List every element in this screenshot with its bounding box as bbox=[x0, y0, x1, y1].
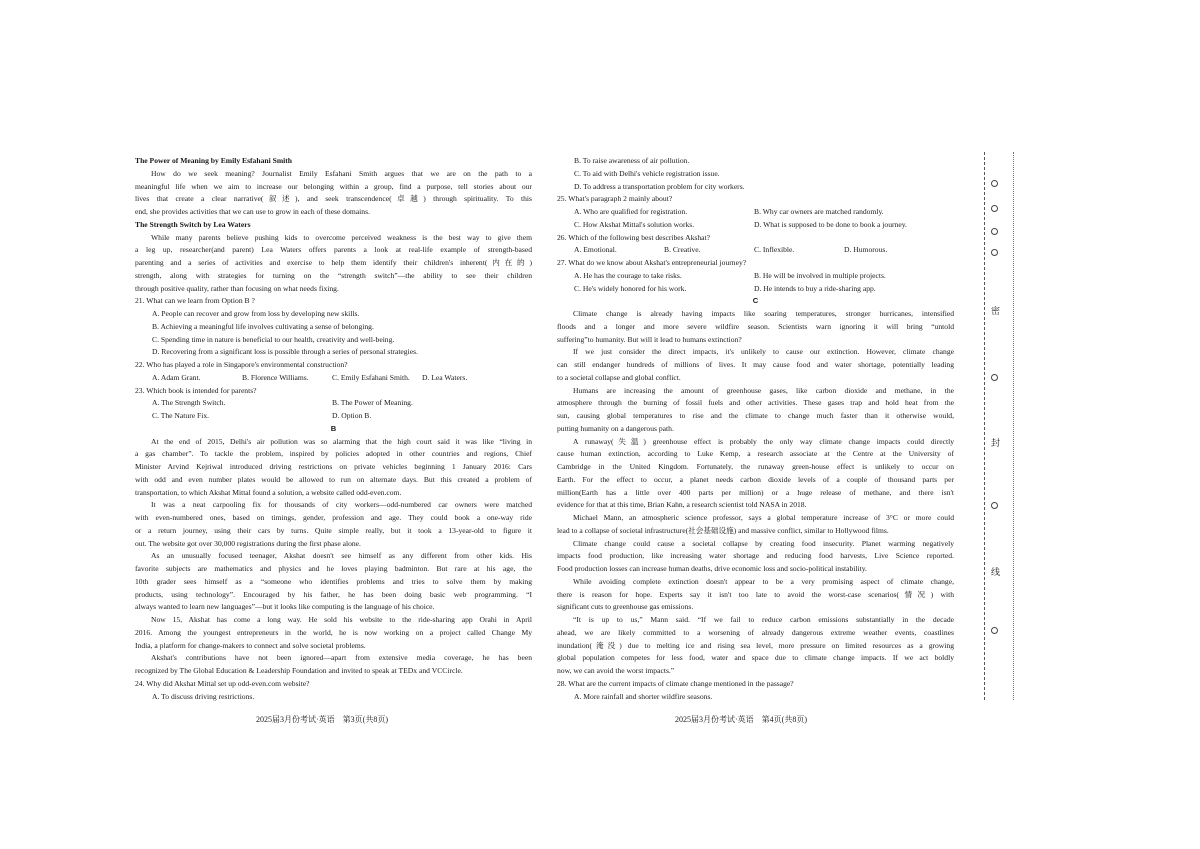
footer-left: 2025届3月份考试·英语 第3页(共8页) bbox=[256, 715, 388, 724]
text-line: D. To address a transportation problem for city workers. bbox=[574, 181, 745, 191]
text-line: floods and a longer and more severe wildfire season. Scientists warn ignoring it will bring “untold bbox=[557, 321, 954, 331]
text-line: B. Achieving a meaningful life involves cultivating a sense of belonging. bbox=[152, 321, 374, 331]
text-line: cause human extinction, according to Luke Kemp, a research associate at the Centre at the University of bbox=[557, 449, 954, 459]
text-line: 2016. Among the youngest entrepreneurs in the world, he is now working on a project called Change My bbox=[135, 627, 532, 637]
text-line: 26. Which of the following best describes Akshat? bbox=[557, 232, 710, 242]
option-row bbox=[557, 219, 954, 232]
text-line: India, a platform for change-makers to connect and solve societal problems. bbox=[135, 640, 366, 650]
text-line: inundation(淹没) due to melting ice and rising sea level, more pressure on limited resources as a growing bbox=[557, 640, 954, 650]
text-line: At the end of 2015, Delhi's air pollution was so alarming that the high court said it was like “living in bbox=[151, 436, 532, 446]
text-line: end, she provides activities that we can use to grow in each of these domains. bbox=[135, 207, 370, 216]
text-line: A. To discuss driving restrictions. bbox=[152, 691, 255, 701]
text-line: “It is up to us,” Mann said. “If we fail to reduce carbon emissions substantially in the decade bbox=[573, 615, 954, 624]
option-cell: A. Adam Grant. bbox=[152, 372, 201, 382]
option-row bbox=[557, 206, 954, 219]
option-cell: B. The Power of Meaning. bbox=[332, 398, 413, 408]
text-line: a leg up, researcher(and parent) Lea Waters offers parents a look at real-life example of strength-based bbox=[135, 245, 532, 255]
text-line: a gas chamber”. To tackle the problem, inspired by policies adopted in other countries and regions, Chief bbox=[135, 449, 532, 459]
option-cell: D. Humorous. bbox=[844, 245, 888, 255]
text-line: A. More rainfall and shorter wildfire seasons. bbox=[574, 691, 713, 701]
option-row bbox=[557, 244, 954, 257]
text-line: Akshat's contributions have not been ignored—apart from extensive media coverage, he has been bbox=[151, 653, 532, 663]
text-line: products, using technology”. Encouraged by his father, he has been doing basic web programming. “I bbox=[135, 589, 532, 599]
text-line: B. To raise awareness of air pollution. bbox=[574, 156, 690, 165]
text-line: lead to a collapse of societal infrastructure(社会基础设施) and massive conflict, similar to Hollywood films. bbox=[557, 525, 889, 535]
text-line: meaningful life when we aim to increase our belonging within a group, find a purpose, tell stories about our bbox=[135, 181, 532, 191]
option-cell: C. Inflexible. bbox=[754, 245, 795, 255]
text-line: 28. What are the current impacts of climate change mentioned in the passage? bbox=[557, 678, 794, 688]
binding-hole bbox=[991, 374, 998, 381]
text-line: million(Earth has a little over 400 parts per million) or a huge release of methane, and there isn't bbox=[557, 487, 954, 497]
text-line: Michael Mann, an atmospheric science professor, says a global temperature increase of 3°C or more could bbox=[573, 513, 954, 522]
binding-line-outer bbox=[1013, 152, 1014, 700]
text-line: Humans are increasing the amount of greenhouse gases, like carbon dioxide and methane, in the bbox=[573, 385, 954, 395]
option-cell: C. The Nature Fix. bbox=[152, 411, 210, 420]
text-line: through positive quality, rather than focusing on what needs fixing. bbox=[135, 283, 339, 293]
text-line: can still endanger hundreds of millions of lives. It may cause food and water shortage, potentially leading bbox=[557, 360, 954, 369]
text-line: A runaway(失温) greenhouse effect is probably the only way climate change impacts could directly bbox=[573, 436, 954, 446]
option-cell: D. Option B. bbox=[332, 411, 372, 420]
option-cell: C. How Akshat Mittal's solution works. bbox=[574, 219, 695, 229]
text-line: lives that create a clear narrative(叙述), and seek transcendence(卓越) through spirituality. To this bbox=[135, 194, 532, 204]
text-line: The Power of Meaning by Emily Esfahani Smith bbox=[135, 156, 293, 165]
text-line: A. People can recover and grow from loss by developing new skills. bbox=[152, 309, 360, 318]
binding-hole bbox=[991, 502, 998, 509]
text-line: If we just consider the direct impacts, it's unlikely to cause our extinction. However, climate change bbox=[573, 347, 954, 357]
text-line: suffering”to humanity. But will it lead to humans extinction? bbox=[557, 334, 742, 344]
text-line: there is reason for hope. Experts say it isn't too late to avoid the worst-case scenarios(情况) with bbox=[557, 589, 954, 599]
text-line: putting humanity on a dangerous path. bbox=[557, 423, 674, 433]
text-line: 10th grader sees himself as a “someone who identifies problems and tries to solve them by making bbox=[135, 576, 532, 586]
text-line: transportation, to which Akshat Mittal found a solution, a website called odd-even.com. bbox=[135, 487, 402, 497]
text-line: atmosphere through the burning of fossil fuels and other activities. These gases trap and hold heat from the bbox=[557, 398, 954, 408]
text-line: or a return journey, using their cars by turns. Quite simple really, but it took a 13-year-old to figure it bbox=[135, 525, 532, 535]
section-heading: C bbox=[752, 296, 759, 306]
text-line: with even-numbered ones, based on timings, gender, profession and age. They could book a one-way ride bbox=[135, 513, 532, 522]
text-line: 25. What's paragraph 2 mainly about? bbox=[557, 194, 673, 204]
option-cell: D. He intends to buy a ride-sharing app. bbox=[754, 283, 876, 293]
text-line: with odd and even number plates would be allowed to run on alternate days. But this created a problem of bbox=[135, 474, 532, 484]
section-heading: B bbox=[330, 423, 337, 433]
text-line: 21. What can we learn from Option B ? bbox=[135, 296, 255, 306]
binding-hole bbox=[991, 228, 998, 235]
option-cell: A. He has the courage to take risks. bbox=[574, 270, 682, 280]
text-line: Climate change could cause a societal collapse by creating food insecurity. Planet warming negatively bbox=[573, 538, 954, 548]
option-cell: A. Who are qualified for registration. bbox=[574, 207, 688, 216]
right-column bbox=[557, 155, 954, 703]
seal-char-feng: 封 bbox=[991, 438, 1001, 448]
option-cell: D. What is supposed to be done to book a journey. bbox=[754, 219, 907, 229]
option-cell: A. Emotional. bbox=[574, 245, 617, 255]
text-line: Earth. For the effect to occur, a planet needs carbon dioxide levels of a couple of thousand parts per bbox=[557, 474, 954, 484]
text-line: How do we seek meaning? Journalist Emily Esfahani Smith argues that we are on the path to a bbox=[151, 168, 532, 178]
option-row bbox=[135, 410, 532, 423]
text-line: While avoiding complete extinction doesn't appear to be a very promising aspect of climate change, bbox=[573, 576, 954, 586]
text-line: parenting and a series of activities and exercise to help them identify their children's inherent(内在的) bbox=[135, 258, 532, 267]
text-line: significant cuts to greenhouse gas emissions. bbox=[557, 602, 694, 612]
footer-right: 2025届3月份考试·英语 第4页(共8页) bbox=[675, 715, 807, 724]
binding-line bbox=[984, 152, 985, 700]
option-cell: B. Florence Williams. bbox=[242, 372, 309, 382]
binding-hole bbox=[991, 627, 998, 634]
text-line: C. Spending time in nature is beneficial to our health, creativity and well-being. bbox=[152, 334, 395, 344]
text-line: While many parents believe pushing kids to overcome perceived weakness is the best way to give them bbox=[151, 232, 532, 242]
option-cell: A. The Strength Switch. bbox=[152, 398, 226, 408]
text-line: Minister Arvind Kejriwal introduced driving restrictions on private vehicles beginning 1 January 2016: Cars bbox=[135, 462, 532, 471]
text-line: now, we can avoid the worst impacts.” bbox=[557, 666, 675, 675]
text-line: always wanted to learn new languages”—but it looks like computing is the language of his choice. bbox=[135, 602, 435, 612]
option-cell: B. He will be involved in multiple projects. bbox=[754, 270, 886, 280]
option-row bbox=[557, 283, 954, 296]
text-line: 27. What do we know about Akshat's entrepreneurial journey? bbox=[557, 258, 747, 267]
option-row bbox=[135, 397, 532, 410]
text-line: Climate change is already having impacts like soaring temperatures, stronger hurricanes, intensified bbox=[573, 309, 954, 318]
text-line: to a societal collapse and global conflict. bbox=[557, 372, 681, 382]
text-line: global population competes for less food, water and space due to climate change impacts. If we act boldly bbox=[557, 653, 954, 663]
text-line: C. To aid with Delhi's vehicle registration issue. bbox=[574, 168, 720, 178]
text-line: As an unusually focused teenager, Akshat doesn't see himself as any different from other kids. His bbox=[151, 551, 532, 561]
left-column bbox=[135, 155, 532, 703]
text-line: out. The website got over 30,000 registrations during the first phase alone. bbox=[135, 538, 361, 548]
text-line: favorite subjects are mathematics and physics and he loves playing badminton. But rare at his age, the bbox=[135, 564, 532, 573]
option-cell: B. Creative. bbox=[664, 245, 701, 255]
text-line: sun, causing global temperatures to rise and the climate to change much faster than it otherwise would, bbox=[557, 411, 954, 420]
option-cell: B. Why car owners are matched randomly. bbox=[754, 207, 884, 216]
text-line: 24. Why did Akshat Mittal set up odd-even.com website? bbox=[135, 678, 310, 688]
option-cell: C. Emily Esfahani Smith. bbox=[332, 372, 410, 382]
option-row bbox=[557, 270, 954, 283]
binding-hole bbox=[991, 180, 998, 187]
option-cell: D. Lea Waters. bbox=[422, 372, 468, 382]
text-line: 22. Who has played a role in Singapore's environmental construction? bbox=[135, 360, 348, 369]
text-line: 23. Which book is intended for parents? bbox=[135, 385, 257, 395]
text-line: evidence for that at this time, Brian Kahn, a research scientist told NASA in 2018. bbox=[557, 500, 807, 510]
text-line: D. Recovering from a significant loss is possible through a series of personal strategies. bbox=[152, 347, 418, 357]
text-line: ahead, we are likely committed to a worsening of already dangerous extreme weather events, coastlines bbox=[557, 627, 954, 637]
seal-char-mi: 密 bbox=[991, 306, 1001, 316]
binding-hole bbox=[991, 205, 998, 212]
text-line: recognized by The Global Education & Leadership Foundation and invited to speak at TEDx and VCCircle. bbox=[135, 666, 463, 675]
binding-hole bbox=[991, 249, 998, 256]
text-line: impacts food production, like increasing water shortage and reducing food harvests, Live Science reported. bbox=[557, 551, 954, 561]
seal-char-xian: 线 bbox=[991, 567, 1001, 577]
text-line: Food production losses can increase human deaths, drive economic loss and socio-political instability. bbox=[557, 564, 867, 573]
text-line: Cambridge in the United Kingdom. Fortunately, the runaway green-house effect is unlikely to occur on bbox=[557, 462, 954, 471]
text-line: Now 15, Akshat has come a long way. He sold his website to the ride-sharing app Orahi in April bbox=[151, 615, 532, 624]
option-row bbox=[135, 372, 532, 385]
option-cell: C. He's widely honored for his work. bbox=[574, 283, 687, 293]
text-line: strength, along with strategies for turning on the “strength switch”—the ability to see their children bbox=[135, 270, 532, 280]
text-line: It was a neat carpooling fix for thousands of city workers—odd-numbered car owners were matched bbox=[151, 500, 532, 510]
text-line: The Strength Switch by Lea Waters bbox=[135, 219, 251, 229]
